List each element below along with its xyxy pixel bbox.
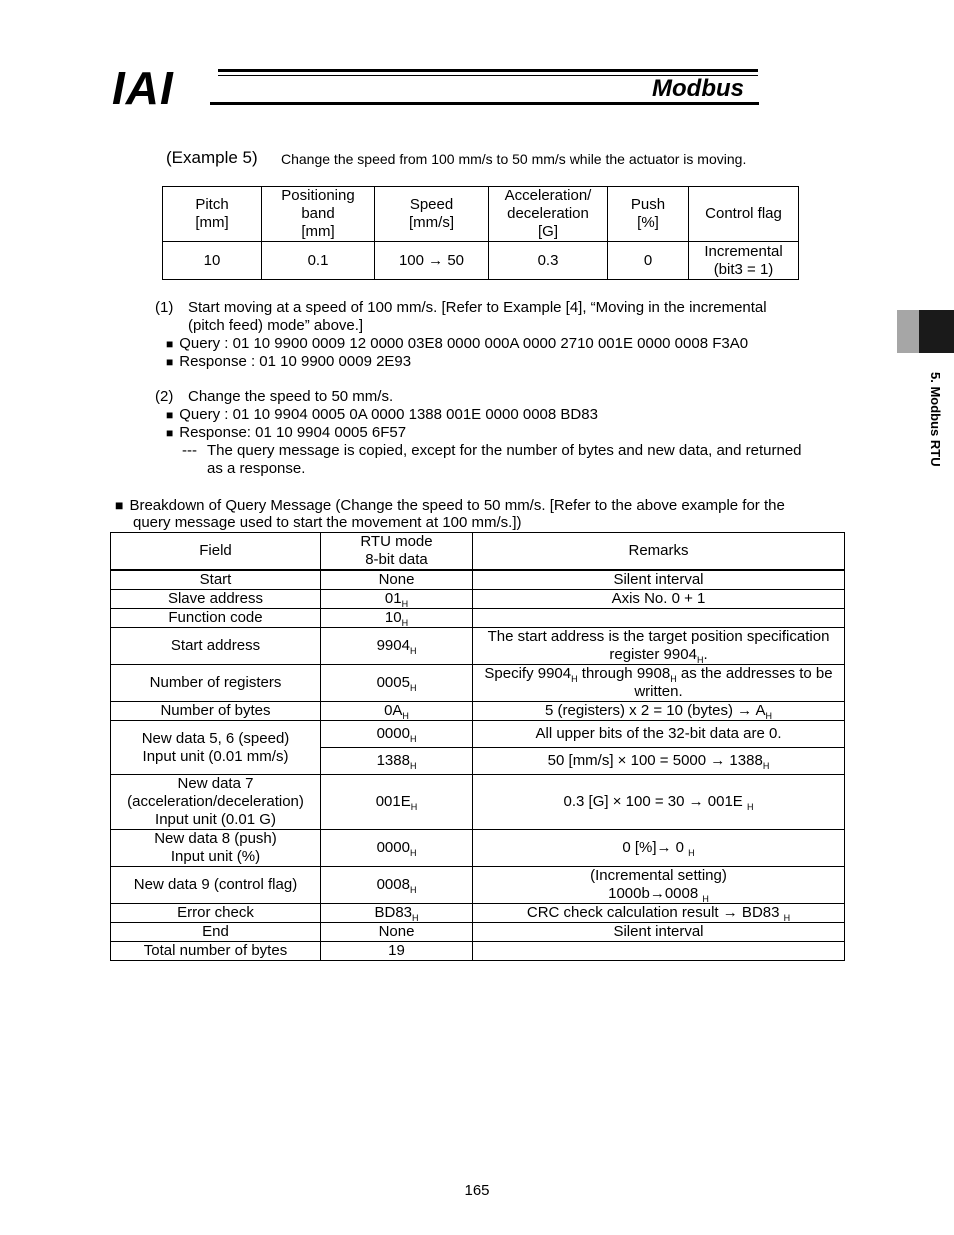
cell-value: $0000_H$ <box>321 721 473 748</box>
col-push: Push [%] <box>608 187 689 242</box>
cell-value: $9904_H$ <box>321 628 473 665</box>
square-bullet-icon: ■ <box>166 355 174 369</box>
col-remarks: Remarks <box>473 533 845 571</box>
cell-remarks: CRC check calculation result → BD83 $_H$ <box>473 904 845 923</box>
step-2-response: ■ Response: 01 10 9904 0005 6F57 <box>166 424 407 441</box>
step-2-text: Change the speed to 50 mm/s. <box>188 388 394 405</box>
note-dash: --- <box>182 442 197 459</box>
col-positioning-band: Positioning band [mm] <box>262 187 375 242</box>
cell-remarks <box>473 609 845 628</box>
cell-remarks: 5 (registers) x 2 = 10 (bytes) → $A_H$ <box>473 702 845 721</box>
query-breakdown-table <box>110 532 845 961</box>
table-row <box>111 628 845 665</box>
cell-field: New data 5, 6 (speed) Input unit (0.01 mm/s) <box>111 721 321 775</box>
table-row <box>111 590 845 609</box>
cell-value: None <box>321 570 473 590</box>
table-row <box>111 775 845 830</box>
cell-remarks: 0.3 [G] × 100 = 30 → 001E $_H$ <box>473 775 845 830</box>
cell-field: End <box>111 923 321 942</box>
cell-field: Function code <box>111 609 321 628</box>
cell-value: $0008_H$ <box>321 867 473 904</box>
cell-value: $10_H$ <box>321 609 473 628</box>
square-bullet-icon: ■ <box>166 426 174 440</box>
chapter-tab-dark <box>919 310 954 353</box>
col-pitch: Pitch [mm] <box>163 187 262 242</box>
cell-field: Total number of bytes <box>111 942 321 961</box>
cell-value: $0000_H$ <box>321 830 473 867</box>
cell-value: 19 <box>321 942 473 961</box>
step-1-text-cont: (pitch feed) mode” above.] <box>188 317 364 334</box>
cell-control-flag: Incremental (bit3 = 1) <box>689 242 799 280</box>
cell-remarks: Silent interval <box>473 923 845 942</box>
cell-remarks <box>473 942 845 961</box>
note-text: The query message is copied, except for the number of bytes and new data, and returned <box>207 442 802 459</box>
col-rtu-mode: RTU mode 8-bit data <box>321 533 473 571</box>
cell-field: New data 7 (acceleration/deceleration) Input unit (0.01 G) <box>111 775 321 830</box>
table-row <box>111 830 845 867</box>
table-row <box>111 665 845 702</box>
step-2-number: (2) <box>155 388 174 405</box>
cell-field: Start address <box>111 628 321 665</box>
table-row <box>111 721 845 748</box>
example-description: Change the speed from 100 mm/s to 50 mm/s while the actuator is moving. <box>281 151 747 167</box>
cell-field: Number of registers <box>111 665 321 702</box>
col-field: Field <box>111 533 321 571</box>
page-number: 165 <box>464 1182 490 1199</box>
table-row <box>111 904 845 923</box>
breakdown-intro: ■ Breakdown of Query Message (Change the speed to 50 mm/s. [Refer to the above example for the <box>115 497 785 514</box>
note-text-cont: as a response. <box>207 460 306 477</box>
cell-field: New data 9 (control flag) <box>111 867 321 904</box>
table-header-row <box>163 187 799 242</box>
cell-value: $1388_H$ <box>321 748 473 775</box>
table-row <box>111 942 845 961</box>
cell-remarks: The start address is the target position specification register $9904_H$. <box>473 628 845 665</box>
section-title: Modbus <box>652 75 744 102</box>
cell-value: $0005_H$ <box>321 665 473 702</box>
example-label: (Example 5) <box>166 148 258 167</box>
step-1-number: (1) <box>155 299 174 316</box>
cell-remarks: All upper bits of the 32-bit data are 0. <box>473 721 845 748</box>
table-row <box>163 242 799 280</box>
cell-value: $001E_H$ <box>321 775 473 830</box>
cell-remarks: Silent interval <box>473 570 845 590</box>
square-bullet-icon: ■ <box>166 337 174 351</box>
cell-band: 0.1 <box>262 242 375 280</box>
cell-field: Slave address <box>111 590 321 609</box>
iai-logo: IAI <box>112 62 174 114</box>
cell-value: $01_H$ <box>321 590 473 609</box>
step-1-response: ■ Response : 01 10 9900 0009 2E93 <box>166 353 412 370</box>
example-parameter-table <box>162 186 799 280</box>
cell-value: $BD83_H$ <box>321 904 473 923</box>
table-row <box>111 867 845 904</box>
cell-remarks: 50 $[mm/s] \times 100 = 5000 \to 1388_H$ <box>473 748 845 775</box>
table-row <box>111 609 845 628</box>
header-rule-top <box>218 69 758 72</box>
cell-value: $0A_H$ <box>321 702 473 721</box>
step-1-text: Start moving at a speed of 100 mm/s. [Refer to Example [4], “Moving in the incremental <box>188 299 767 316</box>
cell-field: Error check <box>111 904 321 923</box>
cell-accel: 0.3 <box>489 242 608 280</box>
cell-field: Number of bytes <box>111 702 321 721</box>
cell-value: None <box>321 923 473 942</box>
cell-remarks: Axis No. 0 + 1 <box>473 590 845 609</box>
square-bullet-icon: ■ <box>166 408 174 422</box>
col-control-flag: Control flag <box>689 187 799 242</box>
cell-speed: 100 → 50 <box>375 242 489 280</box>
step-1-query: ■ Query : 01 10 9900 0009 12 0000 03E8 0000 000A 0000 2710 001E 0000 0008 F3A0 <box>166 335 749 352</box>
breakdown-intro-cont: query message used to start the movement at 100 mm/s.]) <box>133 514 522 531</box>
table-row <box>111 702 845 721</box>
cell-field: New data 8 (push) Input unit (%) <box>111 830 321 867</box>
cell-remarks: 0 [%]→ 0 $_H$ <box>473 830 845 867</box>
cell-pitch: 10 <box>163 242 262 280</box>
chapter-label: 5. Modbus RTU <box>928 372 943 467</box>
table-row <box>111 923 845 942</box>
square-bullet-icon: ■ <box>115 497 124 513</box>
cell-field: Start <box>111 570 321 590</box>
chapter-tab-light <box>897 310 919 353</box>
col-speed: Speed [mm/s] <box>375 187 489 242</box>
cell-remarks: (Incremental setting) 1000b→0008 $_H$ <box>473 867 845 904</box>
cell-push: 0 <box>608 242 689 280</box>
col-acceleration: Acceleration/ deceleration [G] <box>489 187 608 242</box>
cell-remarks: Specify $9904_H$ through $9908_H$ as the addresses to be written. <box>473 665 845 702</box>
step-2-query: ■ Query : 01 10 9904 0005 0A 0000 1388 001E 0000 0008 BD83 <box>166 406 598 423</box>
table-header-row <box>111 533 845 571</box>
table-row <box>111 570 845 590</box>
